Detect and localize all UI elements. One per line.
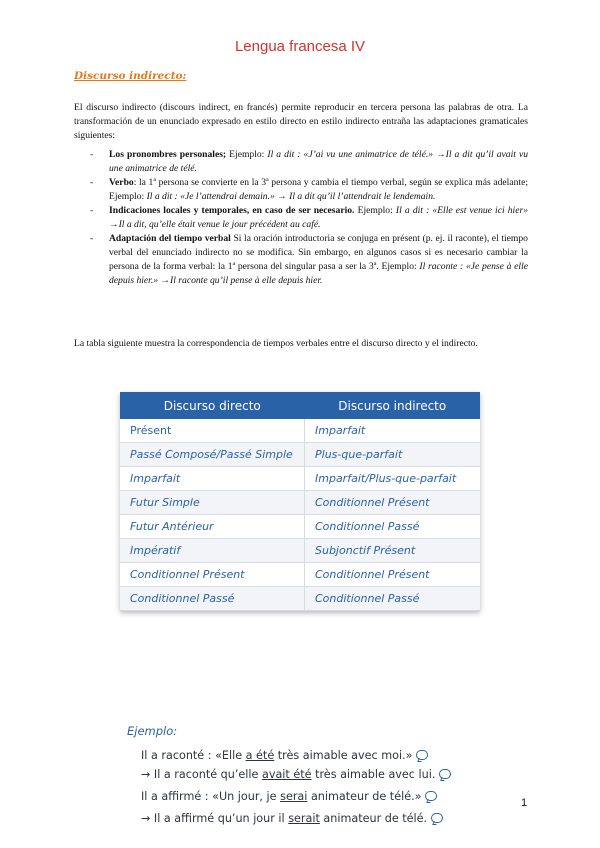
cell-direct: Imparfait (120, 467, 305, 491)
adaptation-list (74, 148, 528, 288)
table-row (120, 491, 480, 515)
table-row (120, 515, 480, 539)
cell-indirect: Imparfait/Plus-que-parfait (305, 467, 481, 491)
intro-paragraph: El discurso indirecto (discours indirect, en francés) permite reproducir en tercera persona las palabras de otra. La transformación de un enunciado expresado en estilo directo en estilo indirecto entraña las adaptaciones gramaticales siguientes: (74, 102, 528, 141)
cell-indirect: Subjonctif Présent (305, 539, 481, 563)
example-text: très aimable avec moi.» (274, 749, 413, 762)
item-example: Il a dit : «Je l’attendrai demain.» → Il a dit qu’il l’attendrait le lendemain. (146, 191, 436, 202)
speech-bubble-icon (439, 769, 451, 779)
item-example: Il a dit : «Elle est venue ici hier» →Il a dit, qu’elle était venue le jour précédent au café. (109, 205, 529, 230)
header-direct: Discurso directo (120, 392, 305, 419)
item-text: Si la oración introductoria se conjuga en présent (p. ej. il raconte), el tiempo verbal del enunciado indirecto no se modifica. Sin embargo, en algunos casos si es necesario cambiar la persona de la forma verbal: la 1ª persona del singular pasa a ser la 3ª. Ejemplo: (109, 233, 528, 272)
bullet-dash: - (90, 177, 94, 188)
example-verb: a été (245, 749, 275, 762)
header-indirect: Discurso indirecto (305, 392, 481, 419)
example-line (141, 768, 451, 781)
item-example: Il a dit : «J’ai vu une animatrice de télé.» →Il a dit qu’il avait vu une animatrice de télé. (109, 149, 529, 174)
item-heading: Verbo (109, 177, 134, 188)
example-verb: serait (288, 812, 320, 825)
cell-direct: Présent (120, 419, 305, 443)
table-row (120, 587, 480, 611)
list-item (74, 204, 528, 232)
document-title: Lengua francesa IV (234, 38, 366, 55)
list-item (74, 232, 528, 288)
example-verb: serai (280, 790, 308, 803)
example-line (141, 749, 428, 762)
item-heading: Indicaciones locales y temporales, en caso de ser necesario. (109, 205, 355, 216)
table-row (120, 443, 480, 467)
bullet-dash: - (90, 233, 94, 244)
example-text: animateur de télé. (319, 812, 428, 825)
cell-indirect: Plus-que-parfait (305, 443, 481, 467)
item-text: : la 1ª persona se convierte en la 3ª persona y cambia el tiempo verbal, según se explica más adelante; Ejemplo: (109, 177, 528, 202)
cell-direct: Conditionnel Passé (120, 587, 305, 611)
table-header-row (120, 392, 480, 419)
cell-direct: Futur Antérieur (120, 515, 305, 539)
item-text: Ejemplo: (226, 149, 268, 160)
cell-indirect: Conditionnel Passé (305, 587, 481, 611)
bullet-dash: - (90, 205, 94, 216)
table-intro-paragraph: La tabla siguiente muestra la correspondencia de tiempos verbales entre el discurso directo y el indirecto. (74, 338, 478, 349)
example-line (141, 812, 443, 825)
bullet-dash: - (90, 149, 94, 160)
cell-direct: Passé Composé/Passé Simple (120, 443, 305, 467)
cell-direct: Futur Simple (120, 491, 305, 515)
speech-bubble-icon (416, 750, 428, 760)
cell-direct: Impératif (120, 539, 305, 563)
section-heading: Discurso indirecto: (74, 70, 187, 82)
example-text: → Il a affirmé qu’un jour il (141, 812, 289, 825)
page-number: 1 (521, 797, 528, 809)
item-example: Il raconte : «Je pense à elle depuis hier.» →Il raconte qu’il pense à elle depuis hier. (109, 261, 528, 286)
table-row (120, 419, 480, 443)
item-heading: Adaptación del tiempo verbal (109, 233, 231, 244)
cell-indirect: Conditionnel Passé (305, 515, 481, 539)
tense-correspondence-table (120, 392, 480, 611)
cell-indirect: Conditionnel Présent (305, 491, 481, 515)
example-text: → Il a raconté qu’elle (141, 768, 262, 781)
cell-indirect: Conditionnel Présent (305, 563, 481, 587)
example-text: Il a affirmé : «Un jour, je (141, 790, 281, 803)
table-row (120, 563, 480, 587)
item-text: Ejemplo: (354, 205, 396, 216)
example-text: très aimable avec lui. (311, 768, 436, 781)
speech-bubble-icon (425, 791, 437, 801)
list-item (74, 148, 528, 176)
example-text: animateur de télé.» (307, 790, 422, 803)
example-line (141, 790, 437, 803)
speech-bubble-icon (431, 813, 443, 823)
list-item (74, 176, 528, 204)
cell-direct: Conditionnel Présent (120, 563, 305, 587)
table-row (120, 539, 480, 563)
cell-indirect: Imparfait (305, 419, 481, 443)
example-verb: avait été (261, 768, 312, 781)
table-row (120, 467, 480, 491)
example-label: Ejemplo: (127, 724, 178, 738)
example-text: Il a raconté : «Elle (141, 749, 246, 762)
item-heading: Los pronombres personales; (109, 149, 227, 160)
